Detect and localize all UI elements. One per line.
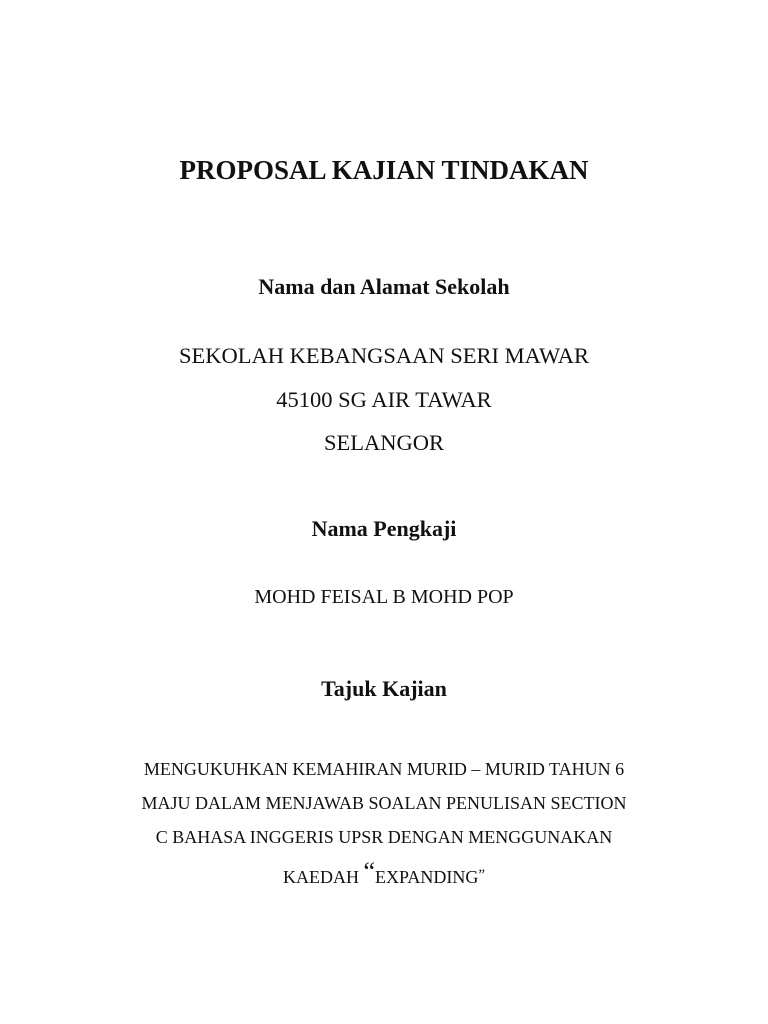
researcher-name: MOHD FEISAL B MOHD POP <box>254 586 514 608</box>
school-heading: Nama dan Alamat Sekolah <box>258 274 510 299</box>
topic-heading: Tajuk Kajian <box>321 676 447 701</box>
researcher-heading: Nama Pengkaji <box>311 516 457 541</box>
document-title: PROPOSAL KAJIAN TINDAKAN <box>179 155 589 185</box>
topic-line-4-prefix: KAEDAH <box>282 867 364 887</box>
topic-line-4 <box>0 857 768 888</box>
topic-line-1: MENGUKUHKAN KEMAHIRAN MURID – MURID TAHUN 6 <box>143 759 625 779</box>
close-quote: ” <box>478 867 486 883</box>
topic-line-2: MAJU DALAM MENJAWAB SOALAN PENULISAN SECTION <box>141 793 627 813</box>
school-postcode-town: 45100 SG AIR TAWAR <box>276 387 492 412</box>
topic-line-4-word: EXPANDING <box>375 867 479 887</box>
open-quote: “ <box>363 857 376 886</box>
school-state: SELANGOR <box>323 430 444 455</box>
school-name: SEKOLAH KEBANGSAAN SERI MAWAR <box>178 343 590 368</box>
topic-line-3: C BAHASA INGGERIS UPSR DENGAN MENGGUNAKAN <box>155 827 613 847</box>
